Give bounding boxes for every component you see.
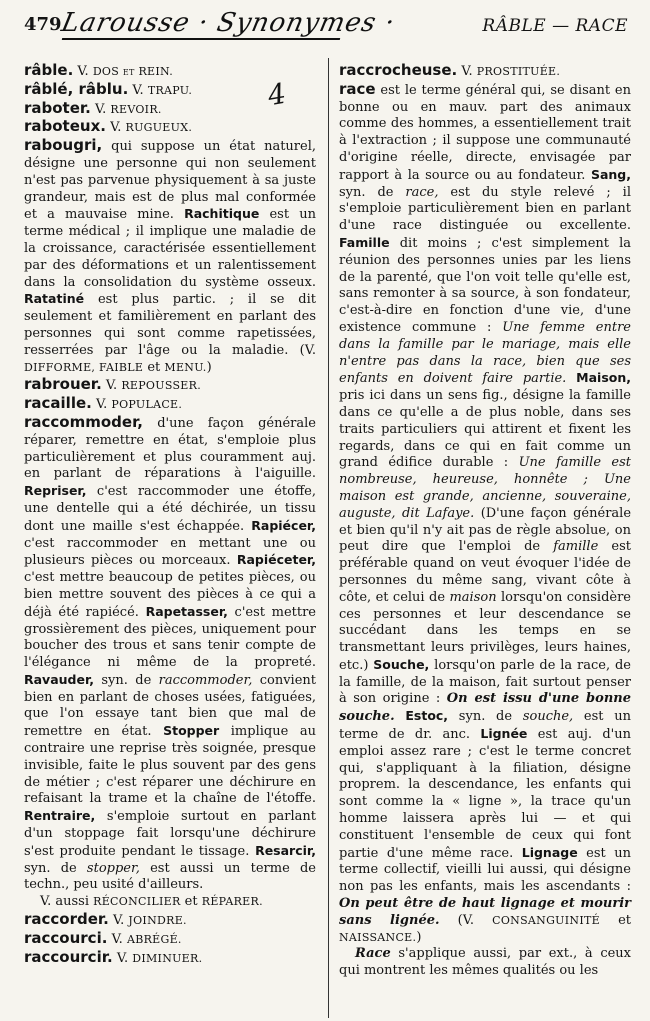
column-divider [328,58,329,1018]
entry-rabrouer: rabrouer. V. REPOUSSER. [24,375,202,394]
entry-rable-rablu: râblé, râblu. V. TRAPU. [24,79,193,98]
entry-racaille: racaille. V. POPULACE. [24,394,183,413]
entry-race-extension: Race s'applique aussi, par ext., à ceux qui montrent les mêmes qualités ou les [339,946,631,979]
entry-lemma: râblé, râblu. [24,79,129,98]
entry-lemma: raccourci. [24,928,108,947]
running-head: RÂBLE — RACE [482,16,628,36]
entry-rabougri: rabougri, qui suppose un état naturel, désigne une personne qui non seulement n'est pas parvenue physiquement à sa juste grandeur, mais est de plus mal conformée et a mauvaise mine. Rachitique est un terme médical ; il implique une maladie de la croissance, caractérisée essentiellement par des déformations et un ralentissement dans la consolidation du système osseux. Ratatiné est plus partic. ; il se dit seulement et familièrement en parlant des personnes qui sont comme rapetissées, resserrées par l'âge ou la maladie. (V. DIFFORME, FAIBLE et MENU.) [24,136,316,375]
handwritten-title: Larousse · Synonymes · [58,8,398,38]
entry-lemma: raccrocheuse. [339,61,458,79]
entry-lemma: raccorder. [24,910,109,929]
entry-raccommoder: raccommoder, d'une façon générale réparer, remettre en état, s'emploie plus particulièrement et plus couramment auj. en parlant de réparations à l'aiguille. Repriser, c'est raccommoder une étoffe, une dentelle qui a été déchirée, un tissu dont une maille s'est échappée. Rapiécer, c'est raccommoder en mettant une ou plusieurs pièces ou morceaux. Rapiéceter, c'est mettre beaucoup de petites pièces, ou bien mettre souvent des pièces à ce qui a déjà été rapiécé. Rapetasser, c'est mettre grossièrement des pièces, uniquement pour boucher des trous et sans tenir compte de l'élégance ni même de la propreté. Ravauder, syn. de raccommoder, convient bien en parlant de choses usées, fatiguées, que l'on essaye tant bien que mal de remettre en état. Stopper implique au contraire une reprise très soignée, presque invisible, faite le plus souvent par des gens de métier ; c'est réparer une déchirure en refaisant la trame et la chaîne de l'étoffe. Rentraire, s'emploie surtout en parlant d'un stoppage fait lorsqu'une déchirure s'est produite pendant le tissage. Resarcir, syn. de stopper, est aussi un terme de techn., peu usité d'ailleurs. [24,412,317,893]
handwritten-underline [62,38,340,40]
entry-raccourci: raccourci. V. ABRÉGÉ. [24,928,182,947]
entry-lemma: racaille. [24,394,92,413]
entry-lemma: raboteux. [24,117,106,136]
left-column [24,62,316,967]
entry-rable: râble. V. DOS et REIN. [24,61,174,79]
page-number: 479 [24,14,62,35]
entry-raccrocheuse: raccrocheuse. V. PROSTITUÉE. [339,61,561,79]
entry-lemma: rabrouer. [24,375,102,394]
entry-raboter: raboter. V. REVOIR. [24,98,162,117]
entry-raccommoder-see-also: V. aussi RÉCONCILIER et RÉPARER. [40,894,263,910]
entry-raboteux: raboteux. V. RUGUEUX. [24,117,193,136]
entry-lemma: rabougri, [24,136,103,155]
right-column [339,62,631,980]
entry-lemma: raccourcir. [24,947,113,966]
entry-lemma: râble. [24,61,74,79]
entry-raccorder: raccorder. V. JOINDRE. [24,910,187,929]
entry-raccourcir: raccourcir. V. DIMINUER. [24,947,203,966]
entry-lemma: raboter. [24,98,91,117]
entry-race: race est le terme général qui, se disant en bonne ou en mauv. part des animaux comme des hommes, a essentiellement trait à l'extraction ; il suppose une communauté d'origine réelle, directe, envisagée par rapport à la source ou au fondateur. Sang, syn. de race, est du style relevé ; il s'emploie particulièrement bien en parlant d'une race distinguée ou excellente. Famille dit moins ; c'est simplement la réunion des personnes unies par les liens de la parenté, que l'on voit telle qu'elle est, sans remonter à sa source, à son fondateur, c'est-à-dire en fonction d'une vie, d'une existence commune : Une femme entre dans la famille par le mariage, mais elle n'entre pas dans la race, bien que ses enfants en doivent faire partie. Maison, pris ici dans un sens fig., désigne la famille dans ce qu'elle a de plus noble, dans ses traits particuliers qui attirent et fixent les regards, dans ce qui en fait comme un grand édifice durable : Une famille est nombreuse, heureuse, honnête ; Une maison est grande, ancienne, souveraine, auguste, dit Lafaye. (D'une façon générale et bien qu'il n'y ait pas de règle absolue, on peut dire que l'emploi de famille est préférable quand on veut évoquer l'idée de personnes du même sang, vivant côte à côte, et celui de maison lorsqu'on considère ces personnes et leur descendance se succédant dans les temps en se transmettant leurs privilèges, leurs haines, etc.) Souche, lorsqu'on parle de la race, de la famille, de la maison, fait surtout penser à son origine : On est issu d'une bonne souche. Estoc, syn. de souche, est un terme de dr. anc. Lignée est auj. d'un emploi assez rare ; c'est le terme concret qui, s'appliquant à la filiation, désigne proprem. la descendance, les enfants qui sont comme la « ligne », la trace qu'un homme laissera après lui — et qui constituent l'ensemble de ceux qui font partie d'une même race. Lignage est un terme collectif, vieilli lui aussi, qui désigne non pas les enfants, mais les ascendants : On peut être de haut lignage et mourir sans lignée. (V. CONSANGUINITÉ et NAISSANCE.) [339,79,632,945]
entry-lemma: raccommoder, [24,412,143,431]
handwritten-mark: 4 [265,76,289,113]
entry-lemma: race [339,79,376,98]
